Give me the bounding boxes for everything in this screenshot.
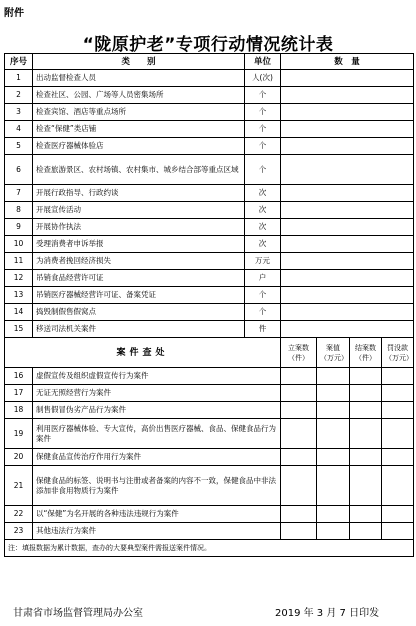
- row-category: 出动监督检查人员: [33, 70, 245, 87]
- quantity-cell: [281, 121, 414, 138]
- page-title: “陇原护老”专项行动情况统计表: [82, 35, 334, 55]
- table-row: [5, 138, 414, 155]
- annex-label: 附件: [4, 8, 24, 19]
- case-column-header: 结案数（件）: [350, 338, 382, 368]
- row-number: 14: [5, 304, 33, 321]
- quantity-cell: [281, 304, 414, 321]
- table-row: [5, 121, 414, 138]
- case-value-cell: [317, 523, 350, 540]
- row-unit: 个: [245, 87, 281, 104]
- table-row: [5, 449, 414, 466]
- table-row: [5, 70, 414, 87]
- row-category: 保健食品宣传治疗作用行为案件: [33, 449, 281, 466]
- row-number: 21: [5, 466, 33, 506]
- case-value-cell: [317, 368, 350, 385]
- table-row: [5, 385, 414, 402]
- table-row: [5, 540, 414, 557]
- row-number: 23: [5, 523, 33, 540]
- case-value-cell: [382, 523, 414, 540]
- row-number: 4: [5, 121, 33, 138]
- row-number: 10: [5, 236, 33, 253]
- issue-date: 2019 年 3 月 7 日印发: [275, 608, 380, 619]
- row-number: 6: [5, 155, 33, 185]
- table-row: [5, 523, 414, 540]
- quantity-cell: [281, 87, 414, 104]
- case-value-cell: [281, 466, 317, 506]
- row-category: 吊销医疗器械经营许可证、备案凭证: [33, 287, 245, 304]
- row-category: 制售假冒伪劣产品行为案件: [33, 402, 281, 419]
- row-category: 为消费者挽回经济损失: [33, 253, 245, 270]
- case-value-cell: [317, 449, 350, 466]
- quantity-cell: [281, 202, 414, 219]
- case-column-header: 案值（万元）: [317, 338, 350, 368]
- table-row: [5, 219, 414, 236]
- row-number: 1: [5, 70, 33, 87]
- case-value-cell: [317, 402, 350, 419]
- row-category: 保健食品的标签、说明书与注册或者备案的内容不一致，保健食品中非法添加非食用物质行为案件: [33, 466, 281, 506]
- row-number: 12: [5, 270, 33, 287]
- row-category: 检查旅游景区、农村场镇、农村集市、城乡结合部等重点区域: [33, 155, 245, 185]
- row-unit: 户: [245, 270, 281, 287]
- case-value-cell: [281, 506, 317, 523]
- case-value-cell: [350, 506, 382, 523]
- case-value-cell: [382, 449, 414, 466]
- table-row: [5, 321, 414, 338]
- case-value-cell: [281, 419, 317, 449]
- quantity-cell: [281, 236, 414, 253]
- case-value-cell: [350, 402, 382, 419]
- table-row: [5, 87, 414, 104]
- row-number: 13: [5, 287, 33, 304]
- table-note: 注：填报数据为累计数据，查办的大要典型案件需报送案件情况。: [5, 540, 414, 557]
- case-value-cell: [350, 466, 382, 506]
- issuing-office: 甘肃省市场监督管理局办公室: [13, 608, 143, 619]
- case-value-cell: [281, 449, 317, 466]
- case-column-header: 立案数（件）: [281, 338, 317, 368]
- row-category: 检查宾馆、酒店等重点场所: [33, 104, 245, 121]
- table-row: [5, 368, 414, 385]
- quantity-cell: [281, 219, 414, 236]
- table-row: [5, 304, 414, 321]
- case-value-cell: [281, 368, 317, 385]
- header-category: 类 别: [33, 54, 245, 70]
- header-unit: 单位: [245, 54, 281, 70]
- row-unit: 个: [245, 304, 281, 321]
- row-unit: 万元: [245, 253, 281, 270]
- row-category: 受理消费者申诉举报: [33, 236, 245, 253]
- case-value-cell: [350, 419, 382, 449]
- row-number: 3: [5, 104, 33, 121]
- header-quantity: 数 量: [281, 54, 414, 70]
- case-value-cell: [382, 368, 414, 385]
- quantity-cell: [281, 321, 414, 338]
- row-category: 其他违法行为案件: [33, 523, 281, 540]
- case-value-cell: [382, 466, 414, 506]
- quantity-cell: [281, 104, 414, 121]
- row-category: 捣毁制假售假窝点: [33, 304, 245, 321]
- case-value-cell: [382, 385, 414, 402]
- table-row: [5, 466, 414, 506]
- row-number: 11: [5, 253, 33, 270]
- quantity-cell: [281, 155, 414, 185]
- table-row: [5, 419, 414, 449]
- row-number: 7: [5, 185, 33, 202]
- table-row: [5, 236, 414, 253]
- row-category: 无证无照经营行为案件: [33, 385, 281, 402]
- row-category: 开展宣传活动: [33, 202, 245, 219]
- row-category: 以“保健”为名开展的各种违法违规行为案件: [33, 506, 281, 523]
- case-value-cell: [382, 506, 414, 523]
- case-value-cell: [317, 466, 350, 506]
- quantity-cell: [281, 185, 414, 202]
- quantity-cell: [281, 138, 414, 155]
- case-value-cell: [281, 402, 317, 419]
- case-value-cell: [281, 385, 317, 402]
- row-unit: 个: [245, 138, 281, 155]
- row-unit: 人(次): [245, 70, 281, 87]
- row-unit: 个: [245, 287, 281, 304]
- table-row: [5, 506, 414, 523]
- table-row: [5, 270, 414, 287]
- case-value-cell: [317, 419, 350, 449]
- case-value-cell: [350, 449, 382, 466]
- row-number: 15: [5, 321, 33, 338]
- case-value-cell: [281, 523, 317, 540]
- row-category: 利用医疗器械体验、专大宣传，高价出售医疗器械、食品、保健食品行为案件: [33, 419, 281, 449]
- row-category: 检查“保健”类店铺: [33, 121, 245, 138]
- row-number: 16: [5, 368, 33, 385]
- row-unit: 次: [245, 202, 281, 219]
- table-row: [5, 338, 414, 368]
- row-number: 2: [5, 87, 33, 104]
- row-category: 吊销食品经营许可证: [33, 270, 245, 287]
- header-no: 序号: [5, 54, 33, 70]
- case-value-cell: [382, 419, 414, 449]
- case-value-cell: [382, 402, 414, 419]
- case-value-cell: [350, 368, 382, 385]
- quantity-cell: [281, 270, 414, 287]
- case-value-cell: [317, 506, 350, 523]
- row-unit: 件: [245, 321, 281, 338]
- table-row: [5, 202, 414, 219]
- table-row: [5, 402, 414, 419]
- row-number: 20: [5, 449, 33, 466]
- row-number: 8: [5, 202, 33, 219]
- row-category: 检查医疗器械体验店: [33, 138, 245, 155]
- case-column-header: 罚没款（万元）: [382, 338, 414, 368]
- row-number: 9: [5, 219, 33, 236]
- case-value-cell: [317, 385, 350, 402]
- row-category: 移送司法机关案件: [33, 321, 245, 338]
- row-unit: 次: [245, 219, 281, 236]
- row-category: 检查社区、公园、广场等人员密集场所: [33, 87, 245, 104]
- row-category: 虚假宣传及组织虚假宣传行为案件: [33, 368, 281, 385]
- quantity-cell: [281, 253, 414, 270]
- row-unit: 个: [245, 155, 281, 185]
- row-number: 22: [5, 506, 33, 523]
- row-category: 开展协作执法: [33, 219, 245, 236]
- row-number: 19: [5, 419, 33, 449]
- quantity-cell: [281, 287, 414, 304]
- row-category: 开展行政指导、行政约谈: [33, 185, 245, 202]
- row-number: 5: [5, 138, 33, 155]
- table-row: [5, 155, 414, 185]
- row-number: 18: [5, 402, 33, 419]
- table-row: [5, 253, 414, 270]
- quantity-cell: [281, 70, 414, 87]
- row-unit: 次: [245, 185, 281, 202]
- row-unit: 次: [245, 236, 281, 253]
- case-section-title: 案件查处: [5, 338, 281, 368]
- table-row: [5, 104, 414, 121]
- table-row: [5, 185, 414, 202]
- row-unit: 个: [245, 104, 281, 121]
- statistics-table: [4, 53, 414, 557]
- table-row: [5, 287, 414, 304]
- row-number: 17: [5, 385, 33, 402]
- row-unit: 个: [245, 121, 281, 138]
- case-value-cell: [350, 523, 382, 540]
- table-row: [5, 54, 414, 70]
- case-value-cell: [350, 385, 382, 402]
